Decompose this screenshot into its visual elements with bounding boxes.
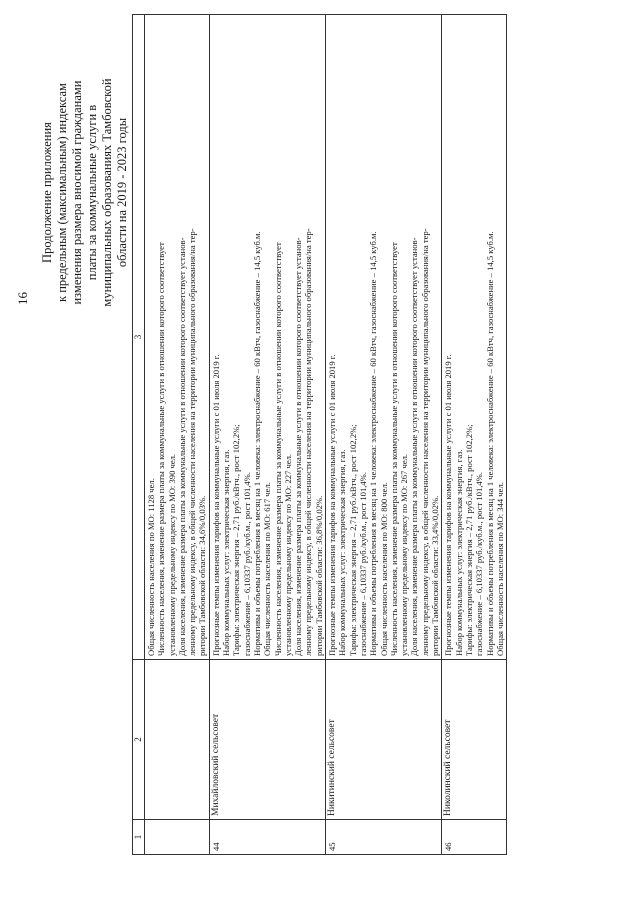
description-line: установленному предельному индексу по МО: 227 чел. [282,453,293,656]
description-line: Прогнозные темпы изменения тарифов на коммунальные услуги с 01 июля 2019 г. [327,354,338,656]
description-line: Набор коммунальных услуг: электрическая энергия, газ. [337,449,348,656]
heading-line: изменения размера вносимой гражданами [70,80,84,305]
description-line: ленному предельному индексу, в общей численности населения на территории муниципального образования/на тер- [187,228,198,656]
municipality-description [209,15,325,660]
description-line: Общая численность населения по МО: 344 чел. [494,482,505,656]
row-number [145,820,210,855]
table-header-row [133,15,145,855]
description-line: Численность населения, изменение размера платы за коммунальные услуги в отношении которого соответствует [272,242,283,656]
heading-line: платы за коммунальные услуги в [85,104,99,281]
heading-line: области на 2019 - 2023 годы [115,117,129,268]
appendix-heading [40,20,130,365]
municipality-name [145,660,210,820]
description-line: Общая численность населения по МО: 1128 чел. [146,478,156,656]
description-line: Доля населения, изменение размера платы за коммунальные услуги в отношении которого соответствует установ- [176,237,187,656]
description-line: установленному предельному индексу по МО: 390 чел. [166,453,177,656]
column-number-3: 3 [133,15,145,660]
description-line: ленному предельному индексу, в общей численности населения на территории муниципального образования/на тер- [303,228,314,656]
heading-line: Продолжение приложения [40,122,54,263]
table-row [442,15,507,855]
description-line: установленному предельному индексу по МО: 267 чел. [399,453,410,656]
description-line: Тарифы: электрическая энергия – 2,71 руб./кВтч., рост 102,2%; [231,424,242,656]
description-line: Прогнозные темпы изменения тарифов на коммунальные услуги с 01 июля 2019 г. [443,354,454,656]
description-line: Численность населения, изменение размера платы за коммунальные услуги в отношении которого соответствует [388,242,399,656]
column-number-2: 2 [133,660,145,820]
description-line: ленному предельному индексу, в общей численности населения на территории муниципального образования/на тер- [419,228,430,656]
table-row [209,15,325,855]
heading-line: муниципальных образованиях Тамбовской [100,78,114,307]
municipality-name: Михайловский сельсовет [209,660,325,820]
municipality-description [442,15,507,660]
description-line: Доля населения, изменение размера платы за коммунальные услуги в отношении которого соответствует установ- [293,237,304,656]
description-line: ритории Тамбовской области: 33,4%/0,02%. [430,495,441,656]
heading-line: к предельным (максимальным) индексам [55,83,69,302]
row-number: 45 [326,820,442,855]
description-line: газоснабжение – 6,10337 руб./куб.м., рост 101,4%. [241,472,252,656]
page-number: 16 [15,292,30,305]
description-line: Нормативы и объемы потребления в месяц на 1 человека: электроснабжение – 60 кВтч, газоснабжение – 14,5 куб.м. [251,231,262,656]
municipality-description [145,15,210,660]
municipality-name: Никитинский сельсовет [326,660,442,820]
description-line: Нормативы и объемы потребления в месяц на 1 человека: электроснабжение – 60 кВтч, газоснабжение – 14,5 куб.м. [368,231,379,656]
description-line: ритории Тамбовской области: 34,6%/0,03%. [197,495,208,656]
description-line: Доля населения, изменение размера платы за коммунальные услуги в отношении которого соответствует установ- [409,237,420,656]
description-line: Тарифы: электрическая энергия – 2,71 руб./кВтч., рост 102,2%; [463,424,474,656]
description-line: Тарифы: электрическая энергия – 2,71 руб./кВтч., рост 102,2%; [347,424,358,656]
indices-table [132,14,507,855]
description-line: газоснабжение – 6,10337 руб./куб.м., рост 101,4%. [474,472,485,656]
municipality-name: Николинский сельсовет [442,660,507,820]
description-line: Общая численность населения по МО: 800 чел. [378,482,389,656]
description-line: Набор коммунальных услуг: электрическая энергия, газ. [221,449,232,656]
description-line: Нормативы и объемы потребления в месяц на 1 человека: электроснабжение – 60 кВтч, газоснабжение – 14,5 куб.м. [484,231,495,656]
table-row [326,15,442,855]
description-line: Численность населения, изменение размера платы за коммунальные услуги в отношении которого соответствует [156,242,167,656]
row-number: 46 [442,820,507,855]
municipality-description [326,15,442,660]
column-number-1: 1 [133,820,145,855]
description-line: ритории Тамбовской области: 36,8%/0,02%. [313,495,324,656]
description-line: Прогнозные темпы изменения тарифов на коммунальные услуги с 01 июля 2019 г. [210,354,221,656]
description-line: Набор коммунальных услуг: электрическая энергия, газ. [453,449,464,656]
description-line: Общая численность населения по МО: 617 чел. [262,482,273,656]
table-row [145,15,210,855]
description-line: газоснабжение – 6,10337 руб./куб.м., рост 101,4%. [357,472,368,656]
row-number: 44 [209,820,325,855]
